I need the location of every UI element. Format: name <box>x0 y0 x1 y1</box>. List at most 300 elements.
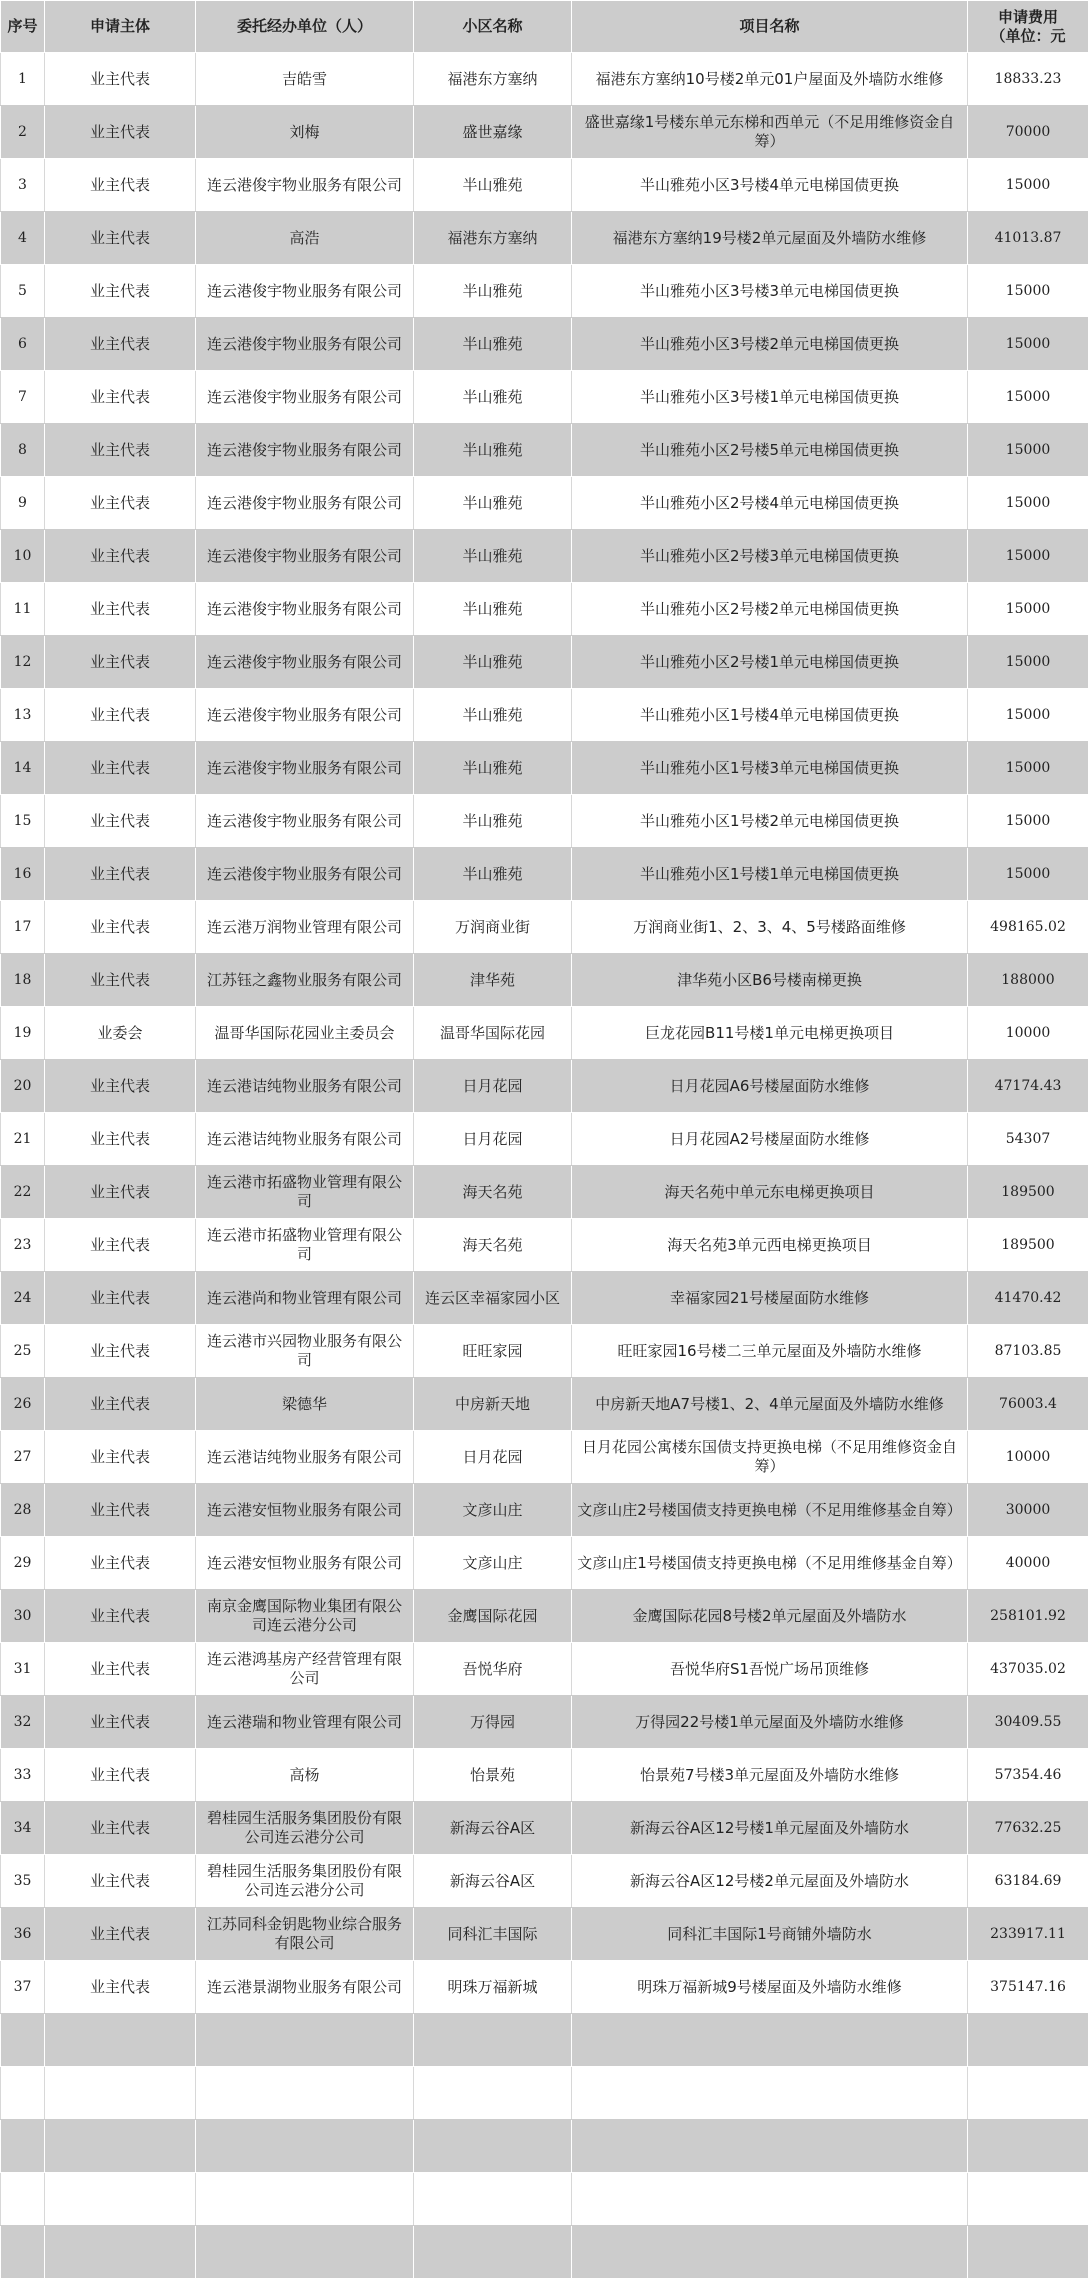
cell-agent: 连云港俊宇物业服务有限公司 <box>196 636 414 689</box>
cell-agent: 江苏同科金钥匙物业综合服务有限公司 <box>196 1908 414 1961</box>
cell-project: 新海云谷A区12号楼2单元屋面及外墙防水 <box>572 1855 968 1908</box>
cell-applicant: 业主代表 <box>45 742 196 795</box>
header-project: 项目名称 <box>572 1 968 53</box>
empty-cell <box>45 2173 196 2226</box>
cell-fee: 41013.87 <box>968 212 1088 265</box>
cell-agent: 连云港俊宇物业服务有限公司 <box>196 689 414 742</box>
cell-no: 32 <box>1 1696 45 1749</box>
cell-applicant: 业主代表 <box>45 371 196 424</box>
cell-agent: 连云港俊宇物业服务有限公司 <box>196 795 414 848</box>
cell-community: 半山雅苑 <box>414 583 572 636</box>
empty-cell <box>414 2067 572 2120</box>
cell-community: 半山雅苑 <box>414 477 572 530</box>
empty-cell <box>572 2226 968 2279</box>
table-row <box>1 530 1088 583</box>
table-row <box>1 1113 1088 1166</box>
table-row <box>1 742 1088 795</box>
cell-applicant: 业主代表 <box>45 106 196 159</box>
empty-cell <box>572 2014 968 2067</box>
empty-row <box>1 2226 1088 2279</box>
table-row <box>1 424 1088 477</box>
cell-project: 半山雅苑小区1号楼1单元电梯国债更换 <box>572 848 968 901</box>
empty-cell <box>196 2226 414 2279</box>
cell-project: 旺旺家园16号楼二三单元屋面及外墙防水维修 <box>572 1325 968 1378</box>
cell-no: 10 <box>1 530 45 583</box>
cell-fee: 15000 <box>968 742 1088 795</box>
cell-applicant: 业主代表 <box>45 1113 196 1166</box>
cell-fee: 258101.92 <box>968 1590 1088 1643</box>
table-row <box>1 212 1088 265</box>
cell-no: 35 <box>1 1855 45 1908</box>
cell-project: 福港东方塞纳19号楼2单元屋面及外墙防水维修 <box>572 212 968 265</box>
empty-cell <box>45 2226 196 2279</box>
empty-cell <box>196 2067 414 2120</box>
cell-community: 日月花园 <box>414 1113 572 1166</box>
cell-project: 福港东方塞纳10号楼2单元01户屋面及外墙防水维修 <box>572 53 968 106</box>
cell-community: 半山雅苑 <box>414 530 572 583</box>
cell-agent: 连云港景湖物业服务有限公司 <box>196 1961 414 2014</box>
cell-fee: 87103.85 <box>968 1325 1088 1378</box>
empty-cell <box>1 2226 45 2279</box>
empty-cell <box>968 2226 1088 2279</box>
cell-community: 日月花园 <box>414 1060 572 1113</box>
cell-project: 盛世嘉缘1号楼东单元东梯和西单元（不足用维修资金自筹） <box>572 106 968 159</box>
cell-no: 23 <box>1 1219 45 1272</box>
cell-agent: 碧桂园生活服务集团股份有限公司连云港分公司 <box>196 1802 414 1855</box>
cell-community: 福港东方塞纳 <box>414 53 572 106</box>
cell-no: 16 <box>1 848 45 901</box>
table-row <box>1 1166 1088 1219</box>
cell-agent: 连云港俊宇物业服务有限公司 <box>196 530 414 583</box>
cell-no: 37 <box>1 1961 45 2014</box>
cell-community: 旺旺家园 <box>414 1325 572 1378</box>
cell-project: 半山雅苑小区3号楼1单元电梯国债更换 <box>572 371 968 424</box>
cell-agent: 连云港万润物业管理有限公司 <box>196 901 414 954</box>
cell-fee: 30000 <box>968 1484 1088 1537</box>
cell-project: 巨龙花园B11号楼1单元电梯更换项目 <box>572 1007 968 1060</box>
cell-agent: 连云港瑞和物业管理有限公司 <box>196 1696 414 1749</box>
cell-project: 文彦山庄2号楼国债支持更换电梯（不足用维修基金自筹） <box>572 1484 968 1537</box>
cell-fee: 57354.46 <box>968 1749 1088 1802</box>
cell-fee: 10000 <box>968 1431 1088 1484</box>
cell-project: 日月花园A6号楼屋面防水维修 <box>572 1060 968 1113</box>
cell-agent: 高杨 <box>196 1749 414 1802</box>
cell-applicant: 业主代表 <box>45 1961 196 2014</box>
cell-fee: 15000 <box>968 636 1088 689</box>
cell-applicant: 业主代表 <box>45 1537 196 1590</box>
empty-cell <box>1 2173 45 2226</box>
cell-community: 怡景苑 <box>414 1749 572 1802</box>
cell-fee: 233917.11 <box>968 1908 1088 1961</box>
header-agent: 委托经办单位（人） <box>196 1 414 53</box>
cell-applicant: 业委会 <box>45 1007 196 1060</box>
cell-community: 海天名苑 <box>414 1166 572 1219</box>
cell-community: 半山雅苑 <box>414 371 572 424</box>
cell-applicant: 业主代表 <box>45 1749 196 1802</box>
cell-agent: 连云港安恒物业服务有限公司 <box>196 1484 414 1537</box>
cell-community: 连云区幸福家园小区 <box>414 1272 572 1325</box>
cell-project: 半山雅苑小区2号楼4单元电梯国债更换 <box>572 477 968 530</box>
table-row <box>1 848 1088 901</box>
empty-cell <box>968 2067 1088 2120</box>
cell-no: 19 <box>1 1007 45 1060</box>
cell-applicant: 业主代表 <box>45 1696 196 1749</box>
empty-cell <box>1 2120 45 2173</box>
cell-agent: 高浩 <box>196 212 414 265</box>
cell-project: 新海云谷A区12号楼1单元屋面及外墙防水 <box>572 1802 968 1855</box>
cell-fee: 76003.4 <box>968 1378 1088 1431</box>
cell-no: 26 <box>1 1378 45 1431</box>
cell-fee: 70000 <box>968 106 1088 159</box>
empty-cell <box>572 2173 968 2226</box>
cell-agent: 连云港俊宇物业服务有限公司 <box>196 477 414 530</box>
cell-applicant: 业主代表 <box>45 318 196 371</box>
cell-project: 明珠万福新城9号楼屋面及外墙防水维修 <box>572 1961 968 2014</box>
cell-agent: 连云港俊宇物业服务有限公司 <box>196 742 414 795</box>
cell-community: 新海云谷A区 <box>414 1802 572 1855</box>
empty-cell <box>414 2014 572 2067</box>
cell-fee: 189500 <box>968 1219 1088 1272</box>
cell-no: 7 <box>1 371 45 424</box>
cell-project: 日月花园公寓楼东国债支持更换电梯（不足用维修资金自筹） <box>572 1431 968 1484</box>
cell-applicant: 业主代表 <box>45 848 196 901</box>
table-row <box>1 795 1088 848</box>
cell-no: 1 <box>1 53 45 106</box>
table-row <box>1 689 1088 742</box>
empty-row <box>1 2067 1088 2120</box>
empty-cell <box>196 2120 414 2173</box>
cell-no: 17 <box>1 901 45 954</box>
cell-agent: 连云港俊宇物业服务有限公司 <box>196 371 414 424</box>
table-row <box>1 1961 1088 2014</box>
cell-no: 5 <box>1 265 45 318</box>
table-row <box>1 1219 1088 1272</box>
empty-row <box>1 2173 1088 2226</box>
cell-applicant: 业主代表 <box>45 212 196 265</box>
cell-no: 6 <box>1 318 45 371</box>
table-row <box>1 1908 1088 1961</box>
table-row <box>1 636 1088 689</box>
cell-community: 温哥华国际花园 <box>414 1007 572 1060</box>
cell-fee: 15000 <box>968 265 1088 318</box>
cell-project: 同科汇丰国际1号商铺外墙防水 <box>572 1908 968 1961</box>
empty-row <box>1 2014 1088 2067</box>
cell-applicant: 业主代表 <box>45 1166 196 1219</box>
cell-no: 30 <box>1 1590 45 1643</box>
table-row <box>1 1749 1088 1802</box>
cell-applicant: 业主代表 <box>45 901 196 954</box>
cell-applicant: 业主代表 <box>45 1590 196 1643</box>
cell-community: 万得园 <box>414 1696 572 1749</box>
table-row <box>1 53 1088 106</box>
cell-community: 半山雅苑 <box>414 424 572 477</box>
cell-project: 吾悦华府S1吾悦广场吊顶维修 <box>572 1643 968 1696</box>
header-fee-line1: 申请费用 <box>972 8 1084 27</box>
table-row <box>1 318 1088 371</box>
cell-no: 22 <box>1 1166 45 1219</box>
cell-applicant: 业主代表 <box>45 1802 196 1855</box>
cell-applicant: 业主代表 <box>45 636 196 689</box>
cell-fee: 18833.23 <box>968 53 1088 106</box>
cell-no: 3 <box>1 159 45 212</box>
cell-community: 半山雅苑 <box>414 265 572 318</box>
cell-project: 万得园22号楼1单元屋面及外墙防水维修 <box>572 1696 968 1749</box>
cell-agent: 连云港俊宇物业服务有限公司 <box>196 583 414 636</box>
cell-agent: 南京金鹰国际物业集团有限公司连云港分公司 <box>196 1590 414 1643</box>
cell-project: 万润商业街1、2、3、4、5号楼路面维修 <box>572 901 968 954</box>
cell-fee: 10000 <box>968 1007 1088 1060</box>
cell-project: 半山雅苑小区3号楼4单元电梯国债更换 <box>572 159 968 212</box>
cell-fee: 15000 <box>968 848 1088 901</box>
cell-applicant: 业主代表 <box>45 424 196 477</box>
cell-fee: 40000 <box>968 1537 1088 1590</box>
cell-project: 津华苑小区B6号楼南梯更换 <box>572 954 968 1007</box>
cell-community: 中房新天地 <box>414 1378 572 1431</box>
cell-agent: 连云港市拓盛物业管理有限公司 <box>196 1166 414 1219</box>
cell-applicant: 业主代表 <box>45 583 196 636</box>
cell-applicant: 业主代表 <box>45 1431 196 1484</box>
table-row <box>1 1060 1088 1113</box>
cell-agent: 连云港俊宇物业服务有限公司 <box>196 318 414 371</box>
empty-row <box>1 2120 1088 2173</box>
cell-fee: 15000 <box>968 477 1088 530</box>
header-fee <box>968 1 1088 53</box>
cell-no: 36 <box>1 1908 45 1961</box>
header-no: 序号 <box>1 1 45 53</box>
empty-cell <box>45 2067 196 2120</box>
cell-fee: 15000 <box>968 530 1088 583</box>
table-row <box>1 1431 1088 1484</box>
cell-no: 12 <box>1 636 45 689</box>
cell-project: 半山雅苑小区1号楼4单元电梯国债更换 <box>572 689 968 742</box>
empty-cell <box>45 2120 196 2173</box>
cell-agent: 连云港尚和物业管理有限公司 <box>196 1272 414 1325</box>
cell-community: 日月花园 <box>414 1431 572 1484</box>
cell-agent: 连云港诘纯物业服务有限公司 <box>196 1431 414 1484</box>
cell-community: 万润商业街 <box>414 901 572 954</box>
cell-fee: 498165.02 <box>968 901 1088 954</box>
cell-no: 18 <box>1 954 45 1007</box>
empty-cell <box>414 2226 572 2279</box>
cell-project: 半山雅苑小区2号楼3单元电梯国债更换 <box>572 530 968 583</box>
cell-project: 海天名苑3单元西电梯更换项目 <box>572 1219 968 1272</box>
cell-applicant: 业主代表 <box>45 954 196 1007</box>
cell-fee: 54307 <box>968 1113 1088 1166</box>
cell-community: 半山雅苑 <box>414 318 572 371</box>
cell-fee: 77632.25 <box>968 1802 1088 1855</box>
cell-no: 29 <box>1 1537 45 1590</box>
cell-applicant: 业主代表 <box>45 1855 196 1908</box>
cell-community: 半山雅苑 <box>414 795 572 848</box>
table-body <box>1 53 1088 2279</box>
empty-cell <box>968 2014 1088 2067</box>
cell-community: 半山雅苑 <box>414 848 572 901</box>
cell-community: 金鹰国际花园 <box>414 1590 572 1643</box>
cell-no: 2 <box>1 106 45 159</box>
table-row <box>1 477 1088 530</box>
cell-fee: 15000 <box>968 583 1088 636</box>
table-row <box>1 1643 1088 1696</box>
cell-no: 9 <box>1 477 45 530</box>
cell-project: 半山雅苑小区1号楼3单元电梯国债更换 <box>572 742 968 795</box>
cell-community: 海天名苑 <box>414 1219 572 1272</box>
cell-no: 4 <box>1 212 45 265</box>
cell-agent: 连云港市拓盛物业管理有限公司 <box>196 1219 414 1272</box>
cell-fee: 15000 <box>968 689 1088 742</box>
cell-community: 文彦山庄 <box>414 1537 572 1590</box>
cell-applicant: 业主代表 <box>45 795 196 848</box>
table-row <box>1 265 1088 318</box>
empty-cell <box>572 2067 968 2120</box>
cell-no: 21 <box>1 1113 45 1166</box>
empty-cell <box>968 2120 1088 2173</box>
header-applicant: 申请主体 <box>45 1 196 53</box>
cell-agent: 连云港鸿基房产经营管理有限公司 <box>196 1643 414 1696</box>
cell-community: 吾悦华府 <box>414 1643 572 1696</box>
table-row <box>1 583 1088 636</box>
cell-project: 半山雅苑小区2号楼1单元电梯国债更换 <box>572 636 968 689</box>
cell-agent: 连云港俊宇物业服务有限公司 <box>196 848 414 901</box>
cell-project: 日月花园A2号楼屋面防水维修 <box>572 1113 968 1166</box>
cell-community: 盛世嘉缘 <box>414 106 572 159</box>
cell-community: 福港东方塞纳 <box>414 212 572 265</box>
table-row <box>1 1325 1088 1378</box>
cell-fee: 63184.69 <box>968 1855 1088 1908</box>
cell-agent: 江苏钰之鑫物业服务有限公司 <box>196 954 414 1007</box>
cell-applicant: 业主代表 <box>45 477 196 530</box>
cell-no: 25 <box>1 1325 45 1378</box>
cell-community: 半山雅苑 <box>414 689 572 742</box>
cell-project: 半山雅苑小区3号楼2单元电梯国债更换 <box>572 318 968 371</box>
cell-project: 幸福家园21号楼屋面防水维修 <box>572 1272 968 1325</box>
table-row <box>1 159 1088 212</box>
cell-applicant: 业主代表 <box>45 1325 196 1378</box>
cell-agent: 连云港俊宇物业服务有限公司 <box>196 424 414 477</box>
cell-fee: 437035.02 <box>968 1643 1088 1696</box>
table-row <box>1 1590 1088 1643</box>
cell-project: 半山雅苑小区2号楼5单元电梯国债更换 <box>572 424 968 477</box>
table-row <box>1 1802 1088 1855</box>
cell-agent: 连云港诘纯物业服务有限公司 <box>196 1060 414 1113</box>
cell-project: 海天名苑中单元东电梯更换项目 <box>572 1166 968 1219</box>
cell-applicant: 业主代表 <box>45 53 196 106</box>
cell-fee: 30409.55 <box>968 1696 1088 1749</box>
cell-applicant: 业主代表 <box>45 530 196 583</box>
table-row <box>1 1696 1088 1749</box>
cell-community: 明珠万福新城 <box>414 1961 572 2014</box>
cell-fee: 375147.16 <box>968 1961 1088 2014</box>
cell-project: 中房新天地A7号楼1、2、4单元屋面及外墙防水维修 <box>572 1378 968 1431</box>
cell-fee: 47174.43 <box>968 1060 1088 1113</box>
empty-cell <box>968 2173 1088 2226</box>
cell-agent: 连云港安恒物业服务有限公司 <box>196 1537 414 1590</box>
table-row <box>1 371 1088 424</box>
cell-agent: 碧桂园生活服务集团股份有限公司连云港分公司 <box>196 1855 414 1908</box>
cell-agent: 连云港市兴园物业服务有限公司 <box>196 1325 414 1378</box>
cell-applicant: 业主代表 <box>45 1908 196 1961</box>
table-row <box>1 1484 1088 1537</box>
cell-community: 同科汇丰国际 <box>414 1908 572 1961</box>
cell-project: 半山雅苑小区2号楼2单元电梯国债更换 <box>572 583 968 636</box>
empty-cell <box>1 2067 45 2120</box>
cell-no: 13 <box>1 689 45 742</box>
cell-no: 31 <box>1 1643 45 1696</box>
cell-no: 8 <box>1 424 45 477</box>
header-fee-line2: （单位：元 <box>972 27 1084 46</box>
cell-no: 14 <box>1 742 45 795</box>
cell-fee: 189500 <box>968 1166 1088 1219</box>
cell-fee: 41470.42 <box>968 1272 1088 1325</box>
cell-project: 金鹰国际花园8号楼2单元屋面及外墙防水 <box>572 1590 968 1643</box>
cell-community: 津华苑 <box>414 954 572 1007</box>
cell-applicant: 业主代表 <box>45 1219 196 1272</box>
cell-project: 文彦山庄1号楼国债支持更换电梯（不足用维修基金自筹） <box>572 1537 968 1590</box>
header-community: 小区名称 <box>414 1 572 53</box>
cell-applicant: 业主代表 <box>45 1060 196 1113</box>
cell-no: 15 <box>1 795 45 848</box>
table-row <box>1 1537 1088 1590</box>
table-row <box>1 1007 1088 1060</box>
cell-project: 半山雅苑小区3号楼3单元电梯国债更换 <box>572 265 968 318</box>
table-row <box>1 954 1088 1007</box>
table-row <box>1 1272 1088 1325</box>
cell-community: 半山雅苑 <box>414 636 572 689</box>
cell-fee: 188000 <box>968 954 1088 1007</box>
cell-no: 28 <box>1 1484 45 1537</box>
cell-applicant: 业主代表 <box>45 1272 196 1325</box>
cell-community: 半山雅苑 <box>414 742 572 795</box>
cell-fee: 15000 <box>968 318 1088 371</box>
cell-applicant: 业主代表 <box>45 1378 196 1431</box>
cell-no: 20 <box>1 1060 45 1113</box>
header-row <box>1 1 1088 53</box>
cell-no: 33 <box>1 1749 45 1802</box>
cell-agent: 连云港俊宇物业服务有限公司 <box>196 159 414 212</box>
cell-no: 24 <box>1 1272 45 1325</box>
table-row <box>1 106 1088 159</box>
cell-community: 文彦山庄 <box>414 1484 572 1537</box>
cell-applicant: 业主代表 <box>45 689 196 742</box>
empty-cell <box>572 2120 968 2173</box>
cell-community: 半山雅苑 <box>414 159 572 212</box>
empty-cell <box>196 2173 414 2226</box>
table-row <box>1 1855 1088 1908</box>
empty-cell <box>196 2014 414 2067</box>
cell-project: 半山雅苑小区1号楼2单元电梯国债更换 <box>572 795 968 848</box>
empty-cell <box>414 2120 572 2173</box>
cell-fee: 15000 <box>968 159 1088 212</box>
cell-applicant: 业主代表 <box>45 1484 196 1537</box>
cell-agent: 连云港俊宇物业服务有限公司 <box>196 265 414 318</box>
cell-agent: 连云港诘纯物业服务有限公司 <box>196 1113 414 1166</box>
cell-agent: 温哥华国际花园业主委员会 <box>196 1007 414 1060</box>
table-row <box>1 1378 1088 1431</box>
empty-cell <box>414 2173 572 2226</box>
cell-agent: 刘梅 <box>196 106 414 159</box>
cell-project: 怡景苑7号楼3单元屋面及外墙防水维修 <box>572 1749 968 1802</box>
table-row <box>1 901 1088 954</box>
cell-fee: 15000 <box>968 795 1088 848</box>
cell-agent: 梁德华 <box>196 1378 414 1431</box>
cell-fee: 15000 <box>968 424 1088 477</box>
cell-agent: 吉皓雪 <box>196 53 414 106</box>
cell-no: 34 <box>1 1802 45 1855</box>
cell-no: 11 <box>1 583 45 636</box>
cell-no: 27 <box>1 1431 45 1484</box>
cell-applicant: 业主代表 <box>45 265 196 318</box>
cell-applicant: 业主代表 <box>45 159 196 212</box>
cell-applicant: 业主代表 <box>45 1643 196 1696</box>
